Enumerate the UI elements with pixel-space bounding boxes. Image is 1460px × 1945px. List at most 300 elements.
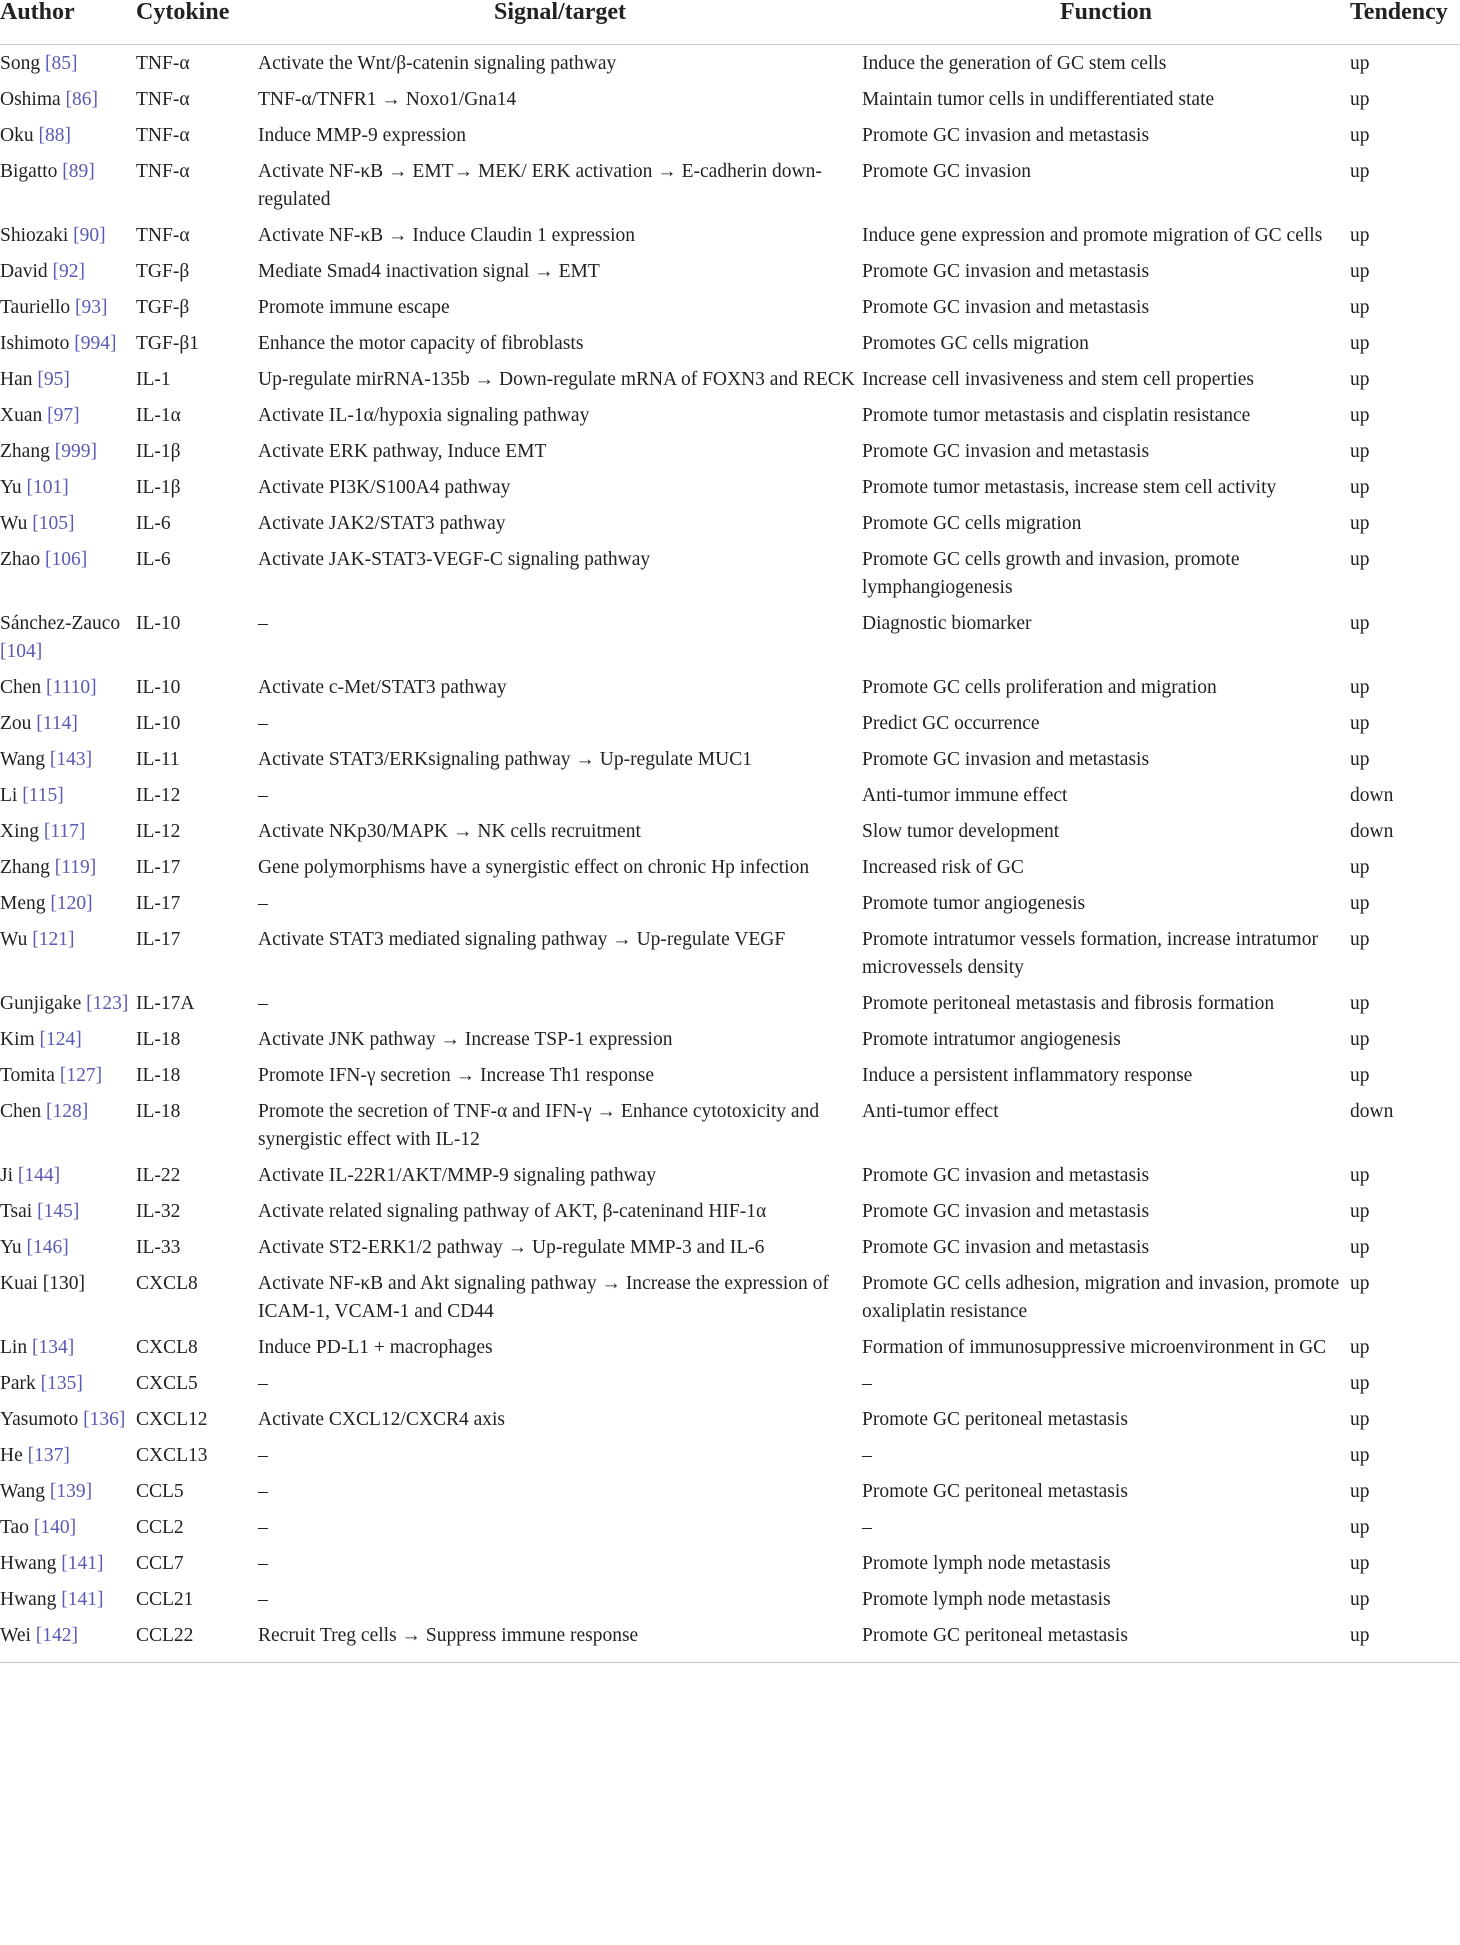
table-row [0,469,1460,505]
header-function: Function [862,0,1350,45]
signal-target-cell: – [258,1553,268,1574]
signal-target-cell: – [258,1589,268,1610]
table-row [0,605,1460,669]
signal-target-cell: Promote IFN-γ secretion → Increase Th1 response [258,1065,654,1086]
tendency-cell: up [1350,1029,1370,1050]
function-cell: Promotes GC cells migration [862,333,1089,354]
table-row [0,1265,1460,1329]
cytokine-cell: TGF-β [136,297,190,318]
author-name: Song [0,53,41,74]
table-row [0,849,1460,885]
function-cell: Induce gene expression and promote migration of GC cells [862,225,1323,246]
author-cell [0,325,136,361]
reference-link[interactable]: [994] [74,333,117,354]
author-name: David [0,261,48,282]
author-cell [0,1265,136,1329]
reference-link[interactable]: [93] [74,297,108,318]
cytokine-cell: IL-18 [136,1029,181,1050]
reference-link[interactable]: [105] [32,513,75,534]
table-row [0,1617,1460,1663]
tendency-cell: up [1350,89,1370,110]
function-cell: Promote tumor metastasis and cisplatin resistance [862,405,1251,426]
tendency-cell: up [1350,477,1370,498]
author-cell [0,1057,136,1093]
cytokine-cell: TNF-α [136,53,190,74]
table-row [0,1229,1460,1265]
author-cell [0,1193,136,1229]
author-name: Tauriello [0,297,71,318]
author-name: Chen [0,677,42,698]
cytokine-cell: CXCL8 [136,1337,198,1358]
signal-target-cell: Activate the Wnt/β-catenin signaling pathway [258,53,617,74]
function-cell: – [862,1517,872,1538]
reference-link[interactable]: [145] [37,1201,80,1222]
header-author: Author [0,0,136,45]
author-cell [0,361,136,397]
cytokine-cell: CCL21 [136,1589,194,1610]
reference-link[interactable]: [124] [39,1029,82,1050]
reference-link[interactable]: [999] [54,441,97,462]
author-cell [0,217,136,253]
reference-link[interactable]: [142] [35,1625,79,1646]
tendency-cell: up [1350,513,1370,534]
function-cell: Promote GC invasion [862,161,1031,182]
reference-link[interactable]: [127] [59,1065,103,1086]
author-name: Xuan [0,405,43,426]
reference-link[interactable]: [123] [86,993,129,1014]
table-row [0,741,1460,777]
author-name: Ishimoto [0,333,70,354]
cytokine-cell: CXCL12 [136,1409,208,1430]
reference-link[interactable]: [120] [50,893,93,914]
author-name: Oshima [0,89,61,110]
table-row [0,1473,1460,1509]
table-row [0,81,1460,117]
author-cell [0,1401,136,1437]
signal-target-cell: Activate PI3K/S100A4 pathway [258,477,511,498]
tendency-cell: down [1350,785,1394,806]
reference-link[interactable]: [104] [0,641,43,662]
reference-link[interactable]: [144] [17,1165,61,1186]
author-name: Zhang [0,857,50,878]
cytokine-cell: TNF-α [136,89,190,110]
cytokine-cell: CCL7 [136,1553,184,1574]
tendency-cell: up [1350,1065,1370,1086]
function-cell: Promote GC invasion and metastasis [862,1165,1150,1186]
cytokine-cell: IL-17 [136,893,181,914]
author-cell [0,433,136,469]
author-cell [0,669,136,705]
signal-target-cell: Recruit Treg cells → Suppress immune response [258,1617,862,1663]
author-cell [0,1329,136,1365]
tendency-cell: up [1350,297,1370,318]
tendency-cell: up [1350,1517,1370,1538]
function-cell: Promote GC invasion and metastasis [862,297,1150,318]
function-cell: Promote peritoneal metastasis and fibrosis formation [862,993,1275,1014]
tendency-cell: up [1350,333,1370,354]
author-cell [0,1437,136,1473]
signal-target-cell: Activate CXCL12/CXCR4 axis [258,1409,505,1430]
table-body [0,45,1460,1663]
tendency-cell: up [1350,125,1370,146]
table-row [0,217,1460,253]
header-tendency: Tendency [1350,0,1460,45]
cytokine-cell: TNF-α [136,125,190,146]
table-row [0,397,1460,433]
tendency-cell: up [1350,893,1370,914]
cytokine-cell: IL-6 [136,549,171,570]
author-name: Wu [0,513,28,534]
author-cell [0,705,136,741]
tendency-cell: up [1350,1409,1370,1430]
cytokine-cell: IL-32 [136,1201,181,1222]
author-name: Tomita [0,1065,55,1086]
signal-target-cell: Mediate Smad4 inactivation signal → EMT [258,261,600,282]
tendency-cell: up [1350,1373,1370,1394]
cytokine-cell: CCL5 [136,1481,184,1502]
author-cell [0,777,136,813]
function-cell: Promote tumor angiogenesis [862,893,1086,914]
reference-link[interactable]: [139] [49,1481,93,1502]
signal-target-cell: – [258,785,268,806]
author-name: Yasumoto [0,1409,79,1430]
header-row [0,0,1460,45]
table-row [0,985,1460,1021]
function-cell: – [862,1445,872,1466]
author-name: Wang [0,1481,45,1502]
tendency-cell: up [1350,1237,1370,1258]
table-row [0,541,1460,605]
reference-link[interactable]: [95] [37,369,70,390]
cytokine-cell: IL-1α [136,405,181,426]
cytokine-cell: IL-12 [136,821,181,842]
reference-link[interactable]: [141] [61,1589,104,1610]
function-cell: Induce a persistent inflammatory response [862,1065,1193,1086]
signal-target-cell: Up-regulate mirRNA-135b → Down-regulate mRNA of FOXN3 and RECK [258,369,855,390]
function-cell: Promote lymph node metastasis [862,1589,1111,1610]
function-cell: Slow tumor development [862,821,1060,842]
tendency-cell: up [1350,261,1370,282]
author-name: Gunjigake [0,993,82,1014]
author-cell [0,1581,136,1617]
author-cell [0,253,136,289]
tendency-cell: up [1350,713,1370,734]
reference-link[interactable]: [86] [65,89,99,110]
signal-target-cell: Activate STAT3 mediated signaling pathway → Up-regulate VEGF [258,929,786,950]
author-name: Han [0,369,33,390]
author-name: Meng [0,893,46,914]
table-row [0,325,1460,361]
table-row [0,1401,1460,1437]
function-cell: Promote intratumor vessels formation, increase intratumor microvessels density [862,929,1318,978]
table-row [0,117,1460,153]
signal-target-cell: Gene polymorphisms have a synergistic effect on chronic Hp infection [258,857,810,878]
author-name: Yu [0,477,22,498]
function-cell: Promote GC peritoneal metastasis [862,1409,1128,1430]
tendency-cell: up [1350,749,1370,770]
table-row [0,1545,1460,1581]
author-cell [0,1617,136,1663]
signal-target-cell: – [258,613,268,634]
reference-link[interactable]: [146] [26,1237,69,1258]
signal-target-cell: Activate NF-κB → EMT→ MEK/ ERK activation → E-cadherin down-regulated [258,161,822,210]
author-cell [0,1229,136,1265]
function-cell: Promote tumor metastasis, increase stem cell activity [862,477,1277,498]
function-cell: Diagnostic biomarker [862,613,1032,634]
function-cell: Increased risk of GC [862,857,1024,878]
reference-link[interactable]: [121] [32,929,75,950]
table-row [0,361,1460,397]
table-row [0,1365,1460,1401]
cytokine-cell: IL-1β [136,477,181,498]
cytokine-cell: IL-18 [136,1101,181,1122]
table-row [0,1437,1460,1473]
signal-target-cell: Activate IL-1α/hypoxia signaling pathway [258,405,590,426]
cytokine-cell: IL-10 [136,713,181,734]
cytokine-cell: IL-17 [136,929,181,950]
tendency-cell: up [1350,677,1370,698]
table-row [0,153,1460,217]
reference-link[interactable]: [136] [83,1409,126,1430]
reference-link[interactable]: [117] [43,821,86,842]
author-cell [0,1157,136,1193]
reference-link[interactable]: [134] [31,1337,75,1358]
signal-target-cell: Activate NF-κB and Akt signaling pathway → Increase the expression of ICAM-1, VCAM-1 and CD44 [258,1273,829,1322]
author-cell [0,885,136,921]
tendency-cell: up [1350,1589,1370,1610]
function-cell: Promote GC invasion and metastasis [862,441,1150,462]
header-signal-target: Signal/target [258,0,862,45]
reference-link[interactable]: [89] [62,161,95,182]
cytokine-cell: IL-11 [136,749,180,770]
table-row [0,1581,1460,1617]
function-cell: Increase cell invasiveness and stem cell properties [862,369,1255,390]
tendency-cell: up [1350,1165,1370,1186]
table-header [0,0,1460,45]
table-row [0,505,1460,541]
signal-target-cell: Promote the secretion of TNF-α and IFN-γ → Enhance cytotoxicity and synergistic effect with IL-12 [258,1101,820,1150]
signal-target-cell: Activate ST2-ERK1/2 pathway → Up-regulate MMP-3 and IL-6 [258,1237,765,1258]
cytokine-cell: IL-1β [136,441,181,462]
cytokine-cell: IL-22 [136,1165,181,1186]
author-name: Oku [0,125,34,146]
signal-target-cell: Activate NF-κB → Induce Claudin 1 expression [258,225,636,246]
reference-link[interactable]: [143] [49,749,93,770]
signal-target-cell: Activate related signaling pathway of AKT, β-cateninand HIF-1α [258,1201,767,1222]
tendency-cell: down [1350,821,1394,842]
tendency-cell: up [1350,929,1370,950]
cytokine-cell: IL-6 [136,513,171,534]
reference-link[interactable]: [1110] [46,677,97,698]
signal-target-cell: Activate STAT3/ERKsignaling pathway → Up-regulate MUC1 [258,749,752,770]
author-name: Kuai [130] [0,1273,86,1294]
function-cell: Anti-tumor immune effect [862,785,1068,806]
signal-target-cell: – [258,1445,268,1466]
reference-link[interactable]: [85] [44,53,78,74]
function-cell: Formation of immunosuppressive microenvironment in GC [862,1337,1327,1358]
tendency-cell: up [1350,613,1370,634]
function-cell: Induce the generation of GC stem cells [862,53,1167,74]
signal-target-cell: Activate c-Met/STAT3 pathway [258,677,507,698]
table-row [0,669,1460,705]
author-cell [0,741,136,777]
tendency-cell: up [1350,1337,1370,1358]
table-row [0,1057,1460,1093]
reference-link[interactable]: [106] [44,549,88,570]
function-cell: Promote GC cells growth and invasion, promote lymphangiogenesis [862,549,1240,598]
author-cell [0,1093,136,1157]
cytokine-cell: CXCL13 [136,1445,208,1466]
cytokine-cell: TNF-α [136,161,190,182]
reference-link[interactable]: [119] [54,857,97,878]
cytokine-cell: IL-10 [136,677,181,698]
author-name: Kim [0,1029,35,1050]
author-cell [0,1365,136,1401]
cytokine-cell: CXCL8 [136,1273,198,1294]
function-cell: Anti-tumor effect [862,1101,999,1122]
tendency-cell: up [1350,549,1370,570]
table-row [0,813,1460,849]
signal-target-cell: Activate ERK pathway, Induce EMT [258,441,547,462]
author-name: Chen [0,1101,42,1122]
cytokine-cell: IL-12 [136,785,181,806]
function-cell: Promote GC invasion and metastasis [862,749,1150,770]
author-name: Tao [0,1517,29,1538]
tendency-cell: up [1350,225,1370,246]
table-row [0,1157,1460,1193]
author-cell [0,1021,136,1057]
reference-link[interactable]: [90] [73,225,106,246]
function-cell: Promote GC cells migration [862,513,1082,534]
function-cell: Promote intratumor angiogenesis [862,1029,1121,1050]
author-name: Hwang [0,1589,57,1610]
signal-target-cell: Activate NKp30/MAPK → NK cells recruitment [258,821,641,842]
function-cell: Promote GC cells adhesion, migration and invasion, promote oxaliplatin resistance [862,1273,1340,1322]
author-cell [0,45,136,82]
function-cell: Promote GC invasion and metastasis [862,125,1150,146]
function-cell: Promote GC peritoneal metastasis [862,1481,1128,1502]
tendency-cell: up [1350,1617,1460,1663]
signal-target-cell: TNF-α/TNFR1 → Noxo1/Gna14 [258,89,517,110]
cytokine-cell: IL-33 [136,1237,181,1258]
author-name: Wei [0,1625,31,1646]
cytokine-cell: TGF-β1 [136,333,200,354]
author-name: Wu [0,929,28,950]
author-cell [0,813,136,849]
signal-target-cell: Enhance the motor capacity of fibroblasts [258,333,584,354]
signal-target-cell: – [258,1481,268,1502]
reference-link[interactable]: [88] [38,125,71,146]
author-cell [0,605,136,669]
table-row [0,705,1460,741]
author-name: Lin [0,1337,28,1358]
tendency-cell: up [1350,1445,1370,1466]
cytokine-cell: IL-18 [136,1065,181,1086]
signal-target-cell: – [258,1517,268,1538]
table-row [0,885,1460,921]
reference-link[interactable]: [141] [61,1553,104,1574]
reference-link[interactable]: [128] [46,1101,89,1122]
signal-target-cell: Induce PD-L1 + macrophages [258,1337,493,1358]
author-cell [0,397,136,433]
author-name: Hwang [0,1553,57,1574]
tendency-cell: up [1350,53,1370,74]
author-name: Bigatto [0,161,58,182]
reference-link[interactable]: [97] [47,405,80,426]
cytokine-cell: TNF-α [136,225,190,246]
author-cell [0,469,136,505]
reference-link[interactable]: [140] [33,1517,77,1538]
reference-link[interactable]: [101] [26,477,69,498]
signal-target-cell: Activate IL-22R1/AKT/MMP-9 signaling pathway [258,1165,657,1186]
cytokine-cell: IL-17A [136,993,195,1014]
tendency-cell: up [1350,993,1370,1014]
signal-target-cell: Induce MMP-9 expression [258,125,466,146]
table-row [0,1021,1460,1057]
signal-target-cell: Promote immune escape [258,297,450,318]
reference-link[interactable]: [137] [27,1445,70,1466]
author-cell [0,289,136,325]
author-cell [0,505,136,541]
reference-link[interactable]: [115] [22,785,64,806]
reference-link[interactable]: [135] [40,1373,83,1394]
function-cell: Predict GC occurrence [862,713,1040,734]
table-row [0,777,1460,813]
function-cell: – [862,1373,872,1394]
function-cell: Promote GC invasion and metastasis [862,261,1150,282]
table-row [0,1093,1460,1157]
author-name: Zou [0,713,32,734]
tendency-cell: up [1350,1553,1370,1574]
table-row [0,1329,1460,1365]
author-name: Zhang [0,441,50,462]
signal-target-cell: – [258,993,268,1014]
tendency-cell: up [1350,857,1370,878]
author-name: He [0,1445,23,1466]
tendency-cell: up [1350,1273,1370,1294]
cytokine-cell: IL-1 [136,369,171,390]
function-cell: Promote GC invasion and metastasis [862,1237,1150,1258]
signal-target-cell: Activate JNK pathway → Increase TSP-1 expression [258,1029,673,1050]
signal-target-cell: Activate JAK2/STAT3 pathway [258,513,506,534]
table-row [0,1509,1460,1545]
cytokine-cell: TGF-β [136,261,190,282]
author-cell [0,81,136,117]
tendency-cell: up [1350,441,1370,462]
cytokine-cell: CCL2 [136,1517,184,1538]
author-name: Shiozaki [0,225,69,246]
signal-target-cell: – [258,1373,268,1394]
cytokine-cell: CXCL5 [136,1373,198,1394]
tendency-cell: up [1350,369,1370,390]
tendency-cell: up [1350,405,1370,426]
tendency-cell: down [1350,1101,1394,1122]
reference-link[interactable]: [114] [36,713,78,734]
author-name: Li [0,785,18,806]
author-name: Zhao [0,549,41,570]
tendency-cell: up [1350,161,1370,182]
author-cell [0,541,136,605]
author-cell [0,1473,136,1509]
author-cell [0,985,136,1021]
author-name: Tsai [0,1201,33,1222]
table-row [0,433,1460,469]
author-cell [0,117,136,153]
function-cell: Promote GC peritoneal metastasis [862,1617,1350,1663]
function-cell: Maintain tumor cells in undifferentiated state [862,89,1215,110]
reference-link[interactable]: [92] [52,261,86,282]
function-cell: Promote lymph node metastasis [862,1553,1111,1574]
